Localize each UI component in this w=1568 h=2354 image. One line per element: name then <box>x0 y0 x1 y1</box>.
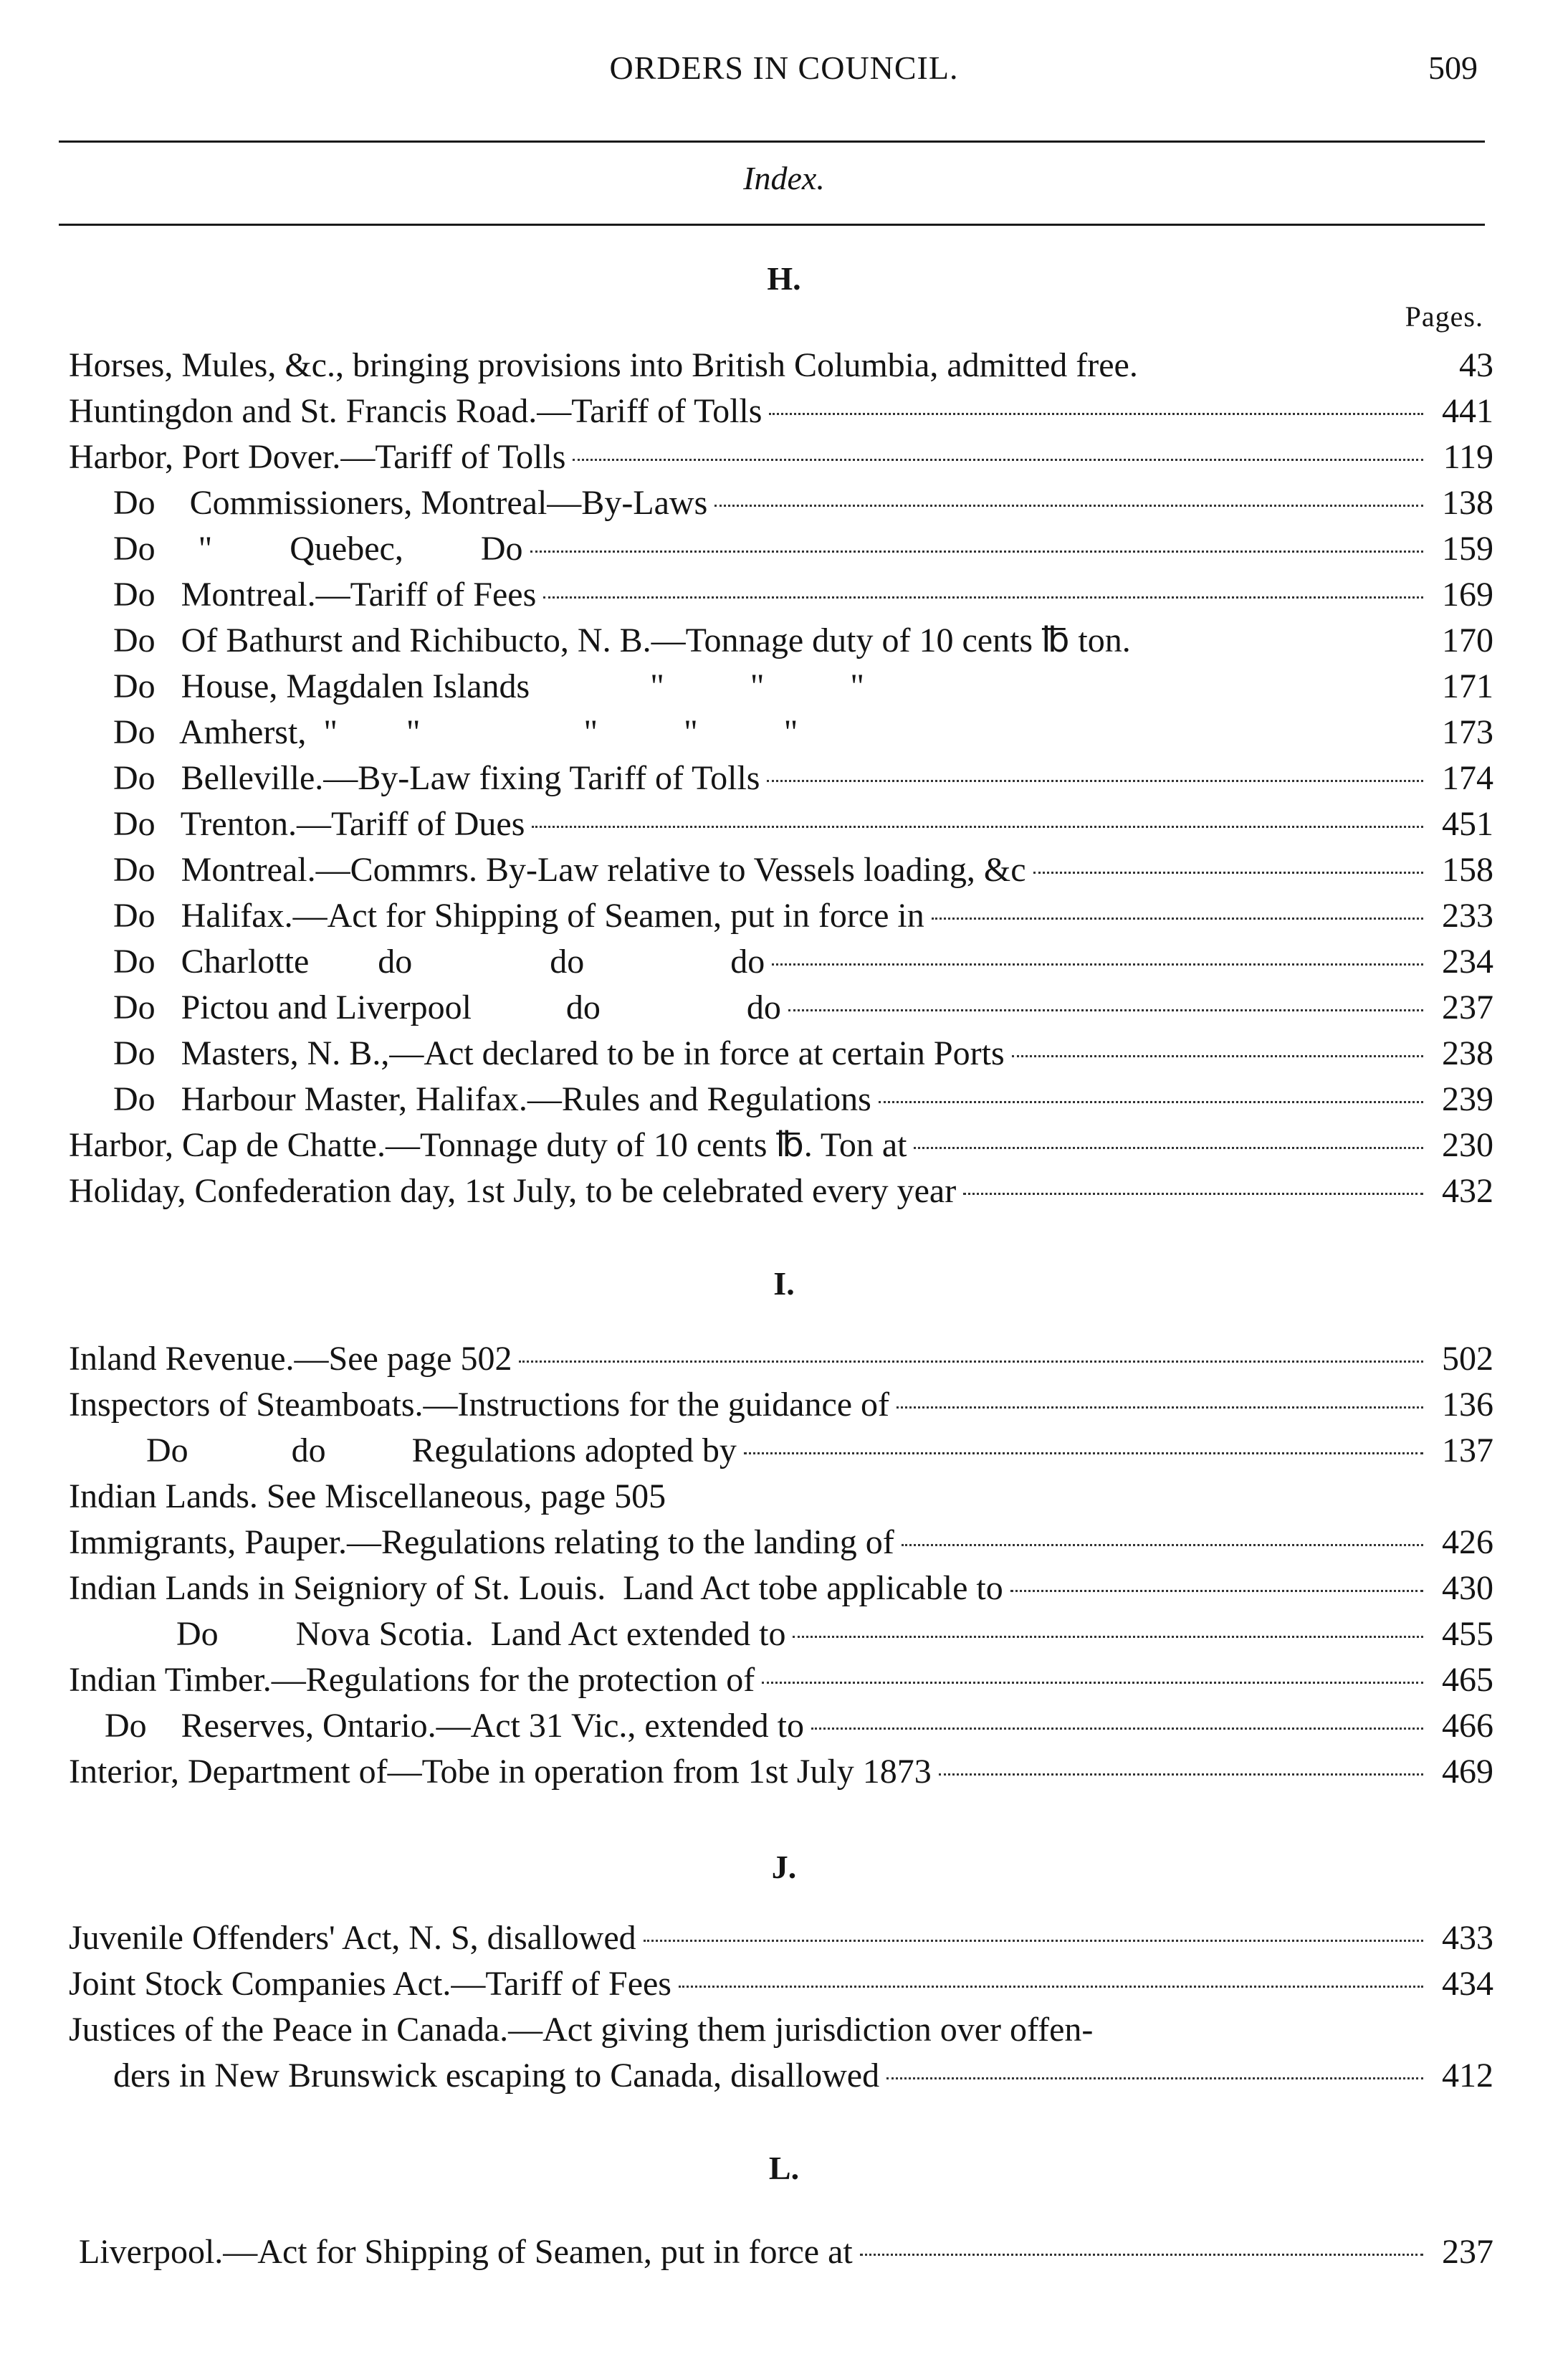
entry-page: 465 <box>1442 1661 1493 1699</box>
index-entry: Do Masters, N. B.,—Act declared to be in force at certain Ports <box>113 1034 1430 1074</box>
entry-page: 173 <box>1442 713 1493 751</box>
index-entry: Do " Quebec, Do <box>113 529 1430 569</box>
entry-page: 451 <box>1442 805 1493 843</box>
index-entry: Justices of the Peace in Canada.—Act giving them jurisdiction over offen- <box>69 2011 1094 2049</box>
entry-page: 502 <box>1442 1340 1493 1378</box>
entry-page: 237 <box>1442 2233 1493 2271</box>
entry-page: 412 <box>1442 2057 1493 2095</box>
section-heading-l: L. <box>768 2150 800 2186</box>
section-heading-h: H. <box>767 260 801 297</box>
index-entry: Horses, Mules, &c., bringing provisions into British Columbia, admitted free. <box>69 346 1138 384</box>
index-entry: Indian Lands in Seigniory of St. Louis. Land Act tobe applicable to <box>69 1568 1430 1609</box>
entry-page: 469 <box>1442 1753 1493 1791</box>
entry-page: 455 <box>1442 1615 1493 1653</box>
running-header-title: ORDERS IN COUNCIL. <box>609 49 959 86</box>
index-entry: Do Commissioners, Montreal—By-Laws <box>113 483 1430 523</box>
index-entry: Joint Stock Companies Act.—Tariff of Fees <box>69 1964 1430 2004</box>
index-entry: Do Pictou and Liverpool do do <box>113 988 1430 1028</box>
entry-page: 238 <box>1442 1034 1493 1072</box>
entry-page: 433 <box>1442 1919 1493 1957</box>
index-entry: Do Belleville.—By-Law fixing Tariff of Tolls <box>113 758 1430 799</box>
index-entry: Do Montreal.—Tariff of Fees <box>113 575 1430 615</box>
entry-page: 233 <box>1442 897 1493 935</box>
index-entry: Do Amherst, " " " " " <box>113 713 798 751</box>
header-rule-bottom <box>59 224 1485 226</box>
entry-page: 138 <box>1442 484 1493 522</box>
index-entry: Inland Revenue.—See page 502 <box>69 1339 1430 1379</box>
entry-page: 159 <box>1442 530 1493 568</box>
entry-page: 237 <box>1442 988 1493 1026</box>
entry-page: 430 <box>1442 1569 1493 1607</box>
index-entry: Do Of Bathurst and Richibucto, N. B.—Tonnage duty of 10 cents ℔ ton. <box>113 621 1131 659</box>
pages-column-label: Pages. <box>1405 300 1483 333</box>
header-rule-top <box>59 140 1485 143</box>
index-entry: Harbor, Cap de Chatte.—Tonnage duty of 10 cents ℔. Ton at <box>69 1125 1430 1166</box>
index-entry: Harbor, Port Dover.—Tariff of Tolls <box>69 437 1430 477</box>
entry-page: 434 <box>1442 1965 1493 2003</box>
index-entry: Do Reserves, Ontario.—Act 31 Vic., extended to <box>105 1706 1430 1746</box>
index-entry: Huntingdon and St. Francis Road.—Tariff of Tolls <box>69 391 1430 432</box>
index-entry: Holiday, Confederation day, 1st July, to be celebrated every year <box>69 1171 1430 1211</box>
index-entry: Do House, Magdalen Islands " " " <box>113 667 865 705</box>
entry-page: 171 <box>1442 667 1493 705</box>
index-entry: Indian Lands. See Miscellaneous, page 505 <box>69 1477 666 1515</box>
index-entry: Juvenile Offenders' Act, N. S, disallowed <box>69 1918 1430 1958</box>
section-heading-j: J. <box>771 1849 797 1885</box>
entry-page: 119 <box>1443 438 1493 476</box>
index-entry: Do Halifax.—Act for Shipping of Seamen, put in force in <box>113 896 1430 936</box>
index-entry: Do Nova Scotia. Land Act extended to <box>176 1614 1430 1654</box>
index-entry: Do Trenton.—Tariff of Dues <box>113 804 1430 844</box>
entry-page: 466 <box>1442 1707 1493 1745</box>
index-entry: Interior, Department of—Tobe in operation from 1st July 1873 <box>69 1752 1430 1792</box>
entry-page: 174 <box>1442 759 1493 797</box>
entry-page: 170 <box>1442 621 1493 659</box>
entry-page: 234 <box>1442 943 1493 981</box>
entry-page: 43 <box>1459 346 1493 384</box>
index-subtitle: Index. <box>743 160 825 196</box>
entry-page: 441 <box>1442 392 1493 430</box>
entry-page: 137 <box>1442 1431 1493 1469</box>
entry-page: 158 <box>1442 851 1493 889</box>
index-entry: Inspectors of Steamboats.—Instructions for the guidance of <box>69 1385 1430 1425</box>
index-entry: Indian Timber.—Regulations for the protection of <box>69 1660 1430 1700</box>
entry-page: 169 <box>1442 576 1493 614</box>
page-number: 509 <box>1428 49 1478 86</box>
index-entry: Liverpool.—Act for Shipping of Seamen, put in force at <box>79 2232 1430 2272</box>
index-entry: Immigrants, Pauper.—Regulations relating to the landing of <box>69 1523 1430 1563</box>
index-entry-continuation: ders in New Brunswick escaping to Canada, disallowed <box>113 2056 1430 2096</box>
index-entry: Do Charlotte do do do <box>113 942 1430 982</box>
index-entry: Do Montreal.—Commrs. By-Law relative to Vessels loading, &c <box>113 850 1430 890</box>
entry-page: 426 <box>1442 1523 1493 1561</box>
entry-page: 136 <box>1442 1386 1493 1424</box>
section-heading-i: I. <box>773 1265 795 1302</box>
entry-page: 432 <box>1442 1172 1493 1210</box>
entry-page: 239 <box>1442 1080 1493 1118</box>
index-entry: Do Harbour Master, Halifax.—Rules and Regulations <box>113 1080 1430 1120</box>
index-entry: Do do Regulations adopted by <box>146 1431 1430 1471</box>
entry-page: 230 <box>1442 1126 1493 1164</box>
